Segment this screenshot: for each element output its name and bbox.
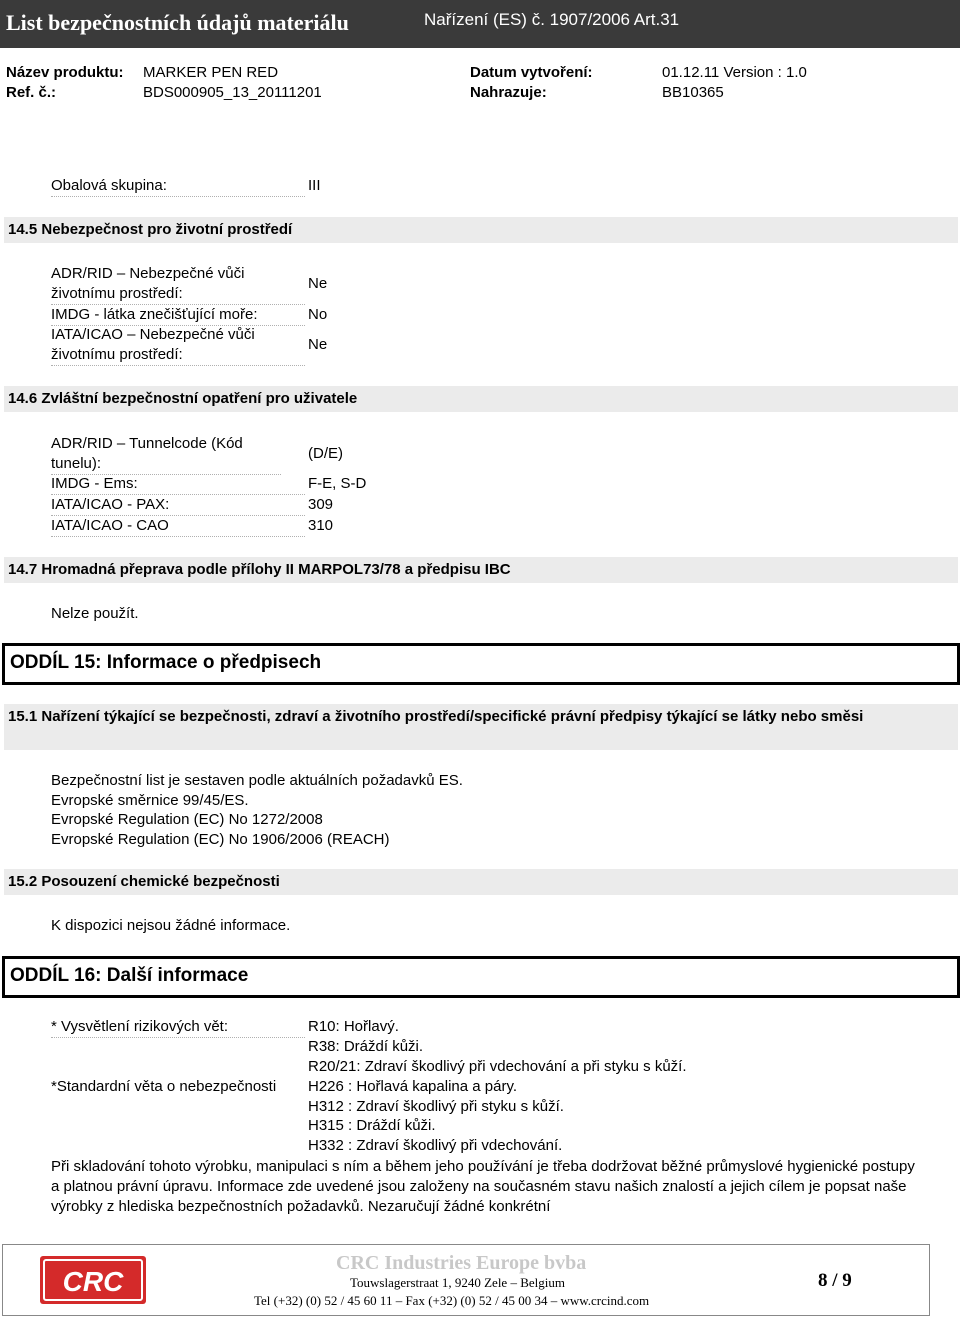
hazard-statement-4: H332 : Zdraví škodlivý při vdechování. <box>308 1137 563 1154</box>
replaces-value: BB10365 <box>662 84 724 101</box>
packing-group-value: III <box>308 177 321 194</box>
section-15-title: ODDÍL 15: Informace o předpisech <box>10 652 322 673</box>
regulation-line-4: Evropské Regulation (EC) No 1906/2006 (REACH) <box>51 831 390 848</box>
regulation-reference: Nařízení (ES) č. 1907/2006 Art.31 <box>424 10 680 29</box>
regulation-line-3: Evropské Regulation (EC) No 1272/2008 <box>51 811 323 828</box>
risk-phrases-label: * Vysvětlení rizikových vět: <box>51 1017 305 1038</box>
section-14-6-title: 14.6 Zvláštní bezpečnostní opatření pro uživatele <box>8 390 358 407</box>
regulation-line-1: Bezpečnostní list je sestaven podle aktuálních požadavků ES. <box>51 772 463 789</box>
hazard-statement-1: H226 : Hořlavá kapalina a páry. <box>308 1078 518 1095</box>
hazard-statement-2: H312 : Zdraví škodlivý při styku s kůží. <box>308 1098 564 1115</box>
hazard-statements-label: *Standardní věta o nebezpečnosti <box>51 1078 277 1095</box>
hazard-statement-3: H315 : Dráždí kůži. <box>308 1117 436 1134</box>
crc-logo-text: CRC <box>62 1266 124 1297</box>
env-imdg-value: No <box>308 306 328 323</box>
env-iata-label: IATA/ICAO – Nebezpečné vůči životnímu prostředí: <box>51 325 305 366</box>
ref-value: BDS000905_13_20111201 <box>143 84 322 101</box>
env-iata-value: Ne <box>308 336 328 353</box>
risk-phrase-2: R38: Dráždí kůži. <box>308 1038 424 1055</box>
company-address: Touwslagerstraat 1, 9240 Zele – Belgium <box>350 1275 565 1290</box>
company-name: CRC Industries Europe bvba <box>336 1252 587 1274</box>
section-15-1-title: 15.1 Nařízení týkající se bezpečnosti, zdraví a životního prostředí/specifické právní předpisy týkající se látky nebo směsi <box>8 708 864 725</box>
section-14-5-bar <box>4 217 958 243</box>
env-adr-label: ADR/RID – Nebezpečné vůči životnímu prostředí: <box>51 264 305 305</box>
document-title: List bezpečnostních údajů materiálu <box>6 10 349 35</box>
section-15-2-title: 15.2 Posouzení chemické bezpečnosti <box>8 873 280 890</box>
page-number: 8 / 9 <box>818 1270 852 1291</box>
iata-pax-value: 309 <box>308 496 334 513</box>
risk-phrase-1: R10: Hořlavý. <box>308 1018 399 1035</box>
section-16-title: ODDÍL 16: Další informace <box>10 965 249 986</box>
section-15-2-text: K dispozici nejsou žádné informace. <box>51 917 291 934</box>
company-contact: Tel (+32) (0) 52 / 45 60 11 – Fax (+32) (0) 52 / 45 00 34 – www.crcind.com <box>254 1293 650 1308</box>
product-label: Název produktu: <box>6 64 124 81</box>
section-14-7-bar <box>4 557 958 583</box>
section-14-7-title: 14.7 Hromadná přeprava podle přílohy II MARPOL73/78 a předpisu IBC <box>8 561 511 578</box>
replaces-label: Nahrazuje: <box>470 84 547 101</box>
env-imdg-label: IMDG - látka znečišťující moře: <box>51 305 305 326</box>
iata-cao-value: 310 <box>308 517 334 534</box>
product-value: MARKER PEN RED <box>143 64 279 81</box>
section-14-5-title: 14.5 Nebezpečnost pro životní prostředí <box>8 221 293 238</box>
risk-phrase-3: R20/21: Zdraví škodlivý při vdechování a při styku s kůží. <box>308 1058 687 1075</box>
crc-logo-icon <box>40 1256 146 1304</box>
section-15-header <box>2 643 960 685</box>
tunnel-code-label: ADR/RID – Tunnelcode (Kód tunelu): <box>51 434 281 475</box>
ref-label: Ref. č.: <box>6 84 57 101</box>
env-adr-value: Ne <box>308 275 328 292</box>
section-15-1-bar <box>4 704 958 750</box>
packing-group-label: Obalová skupina: <box>51 176 305 197</box>
imdg-ems-value: F-E, S-D <box>308 475 367 492</box>
regulation-line-2: Evropské směrnice 99/45/ES. <box>51 792 249 809</box>
imdg-ems-label: IMDG - Ems: <box>51 474 305 495</box>
section-15-2-bar <box>4 869 958 895</box>
tunnel-code-value: (D/E) <box>308 445 343 462</box>
disclaimer-paragraph: Při skladování tohoto výrobku, manipulaci s ním a během jeho používání je třeba dodržovat běžné průmyslové hygienické postupy a platnou právní úpravu. Informace zde uvedené jsou založeny na současném stavu našich znalostí a jejich cílem je popsat naše výrobky z hlediska bezpečnostních požadavků. Nezaručují žádné konkrétní <box>51 1158 915 1215</box>
created-value: 01.12.11 Version : 1.0 <box>662 64 807 81</box>
iata-pax-label: IATA/ICAO - PAX: <box>51 495 305 516</box>
iata-cao-label: IATA/ICAO - CAO <box>51 516 305 537</box>
section-14-6-bar <box>4 386 958 412</box>
created-label: Datum vytvoření: <box>470 64 593 81</box>
section-16-header <box>2 956 960 998</box>
section-14-7-text: Nelze použít. <box>51 605 139 622</box>
